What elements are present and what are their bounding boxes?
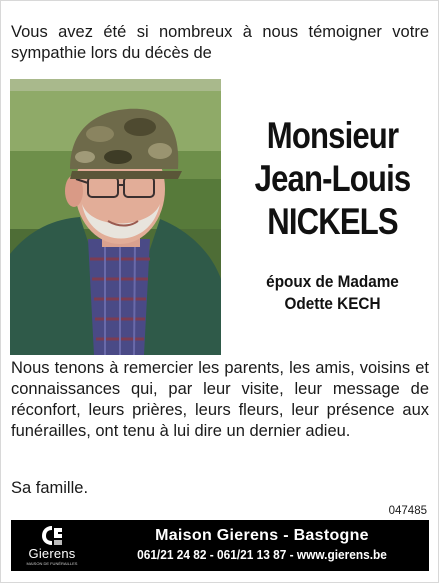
- reference-number: 047485: [388, 505, 427, 517]
- thanks-message: Nous tenons à remercier les parents, les amis, voisins et connaissances qui, par leur visite, leur message de réconfort, leurs prières, leurs fleurs, leur présence aux funérailles, ont tenu à lui dire un dernier adieu.: [11, 359, 429, 440]
- portrait-photo: [10, 79, 221, 355]
- portrait-illustration: [10, 79, 221, 355]
- logo-subtitle: MAISON DE FUNÉRAILLES: [26, 561, 78, 566]
- spouse-line-2: Odette KECH: [284, 294, 381, 313]
- funeral-home-contact: 061/21 24 82 - 061/21 13 87 - www.gierens.be: [137, 548, 387, 562]
- funeral-home-name: Maison Gierens - Bastogne: [155, 527, 369, 544]
- spouse-info: [226, 271, 439, 315]
- logo-mark-icon: [39, 525, 65, 547]
- logo-name: Gierens: [28, 546, 76, 561]
- deceased-first-name: Jean-Louis: [254, 158, 411, 199]
- deceased-name: [226, 114, 439, 243]
- funeral-home-logo: [21, 525, 83, 567]
- deceased-title: Monsieur: [266, 115, 399, 156]
- deceased-last-name: NICKELS: [267, 201, 398, 242]
- funeral-home-banner: [11, 520, 429, 571]
- intro-text: Vous avez été si nombreux à nous témoigner votre sympathie lors du décès de: [11, 23, 429, 62]
- spouse-line-1: époux de Madame: [266, 272, 399, 291]
- signature: Sa famille.: [11, 479, 89, 497]
